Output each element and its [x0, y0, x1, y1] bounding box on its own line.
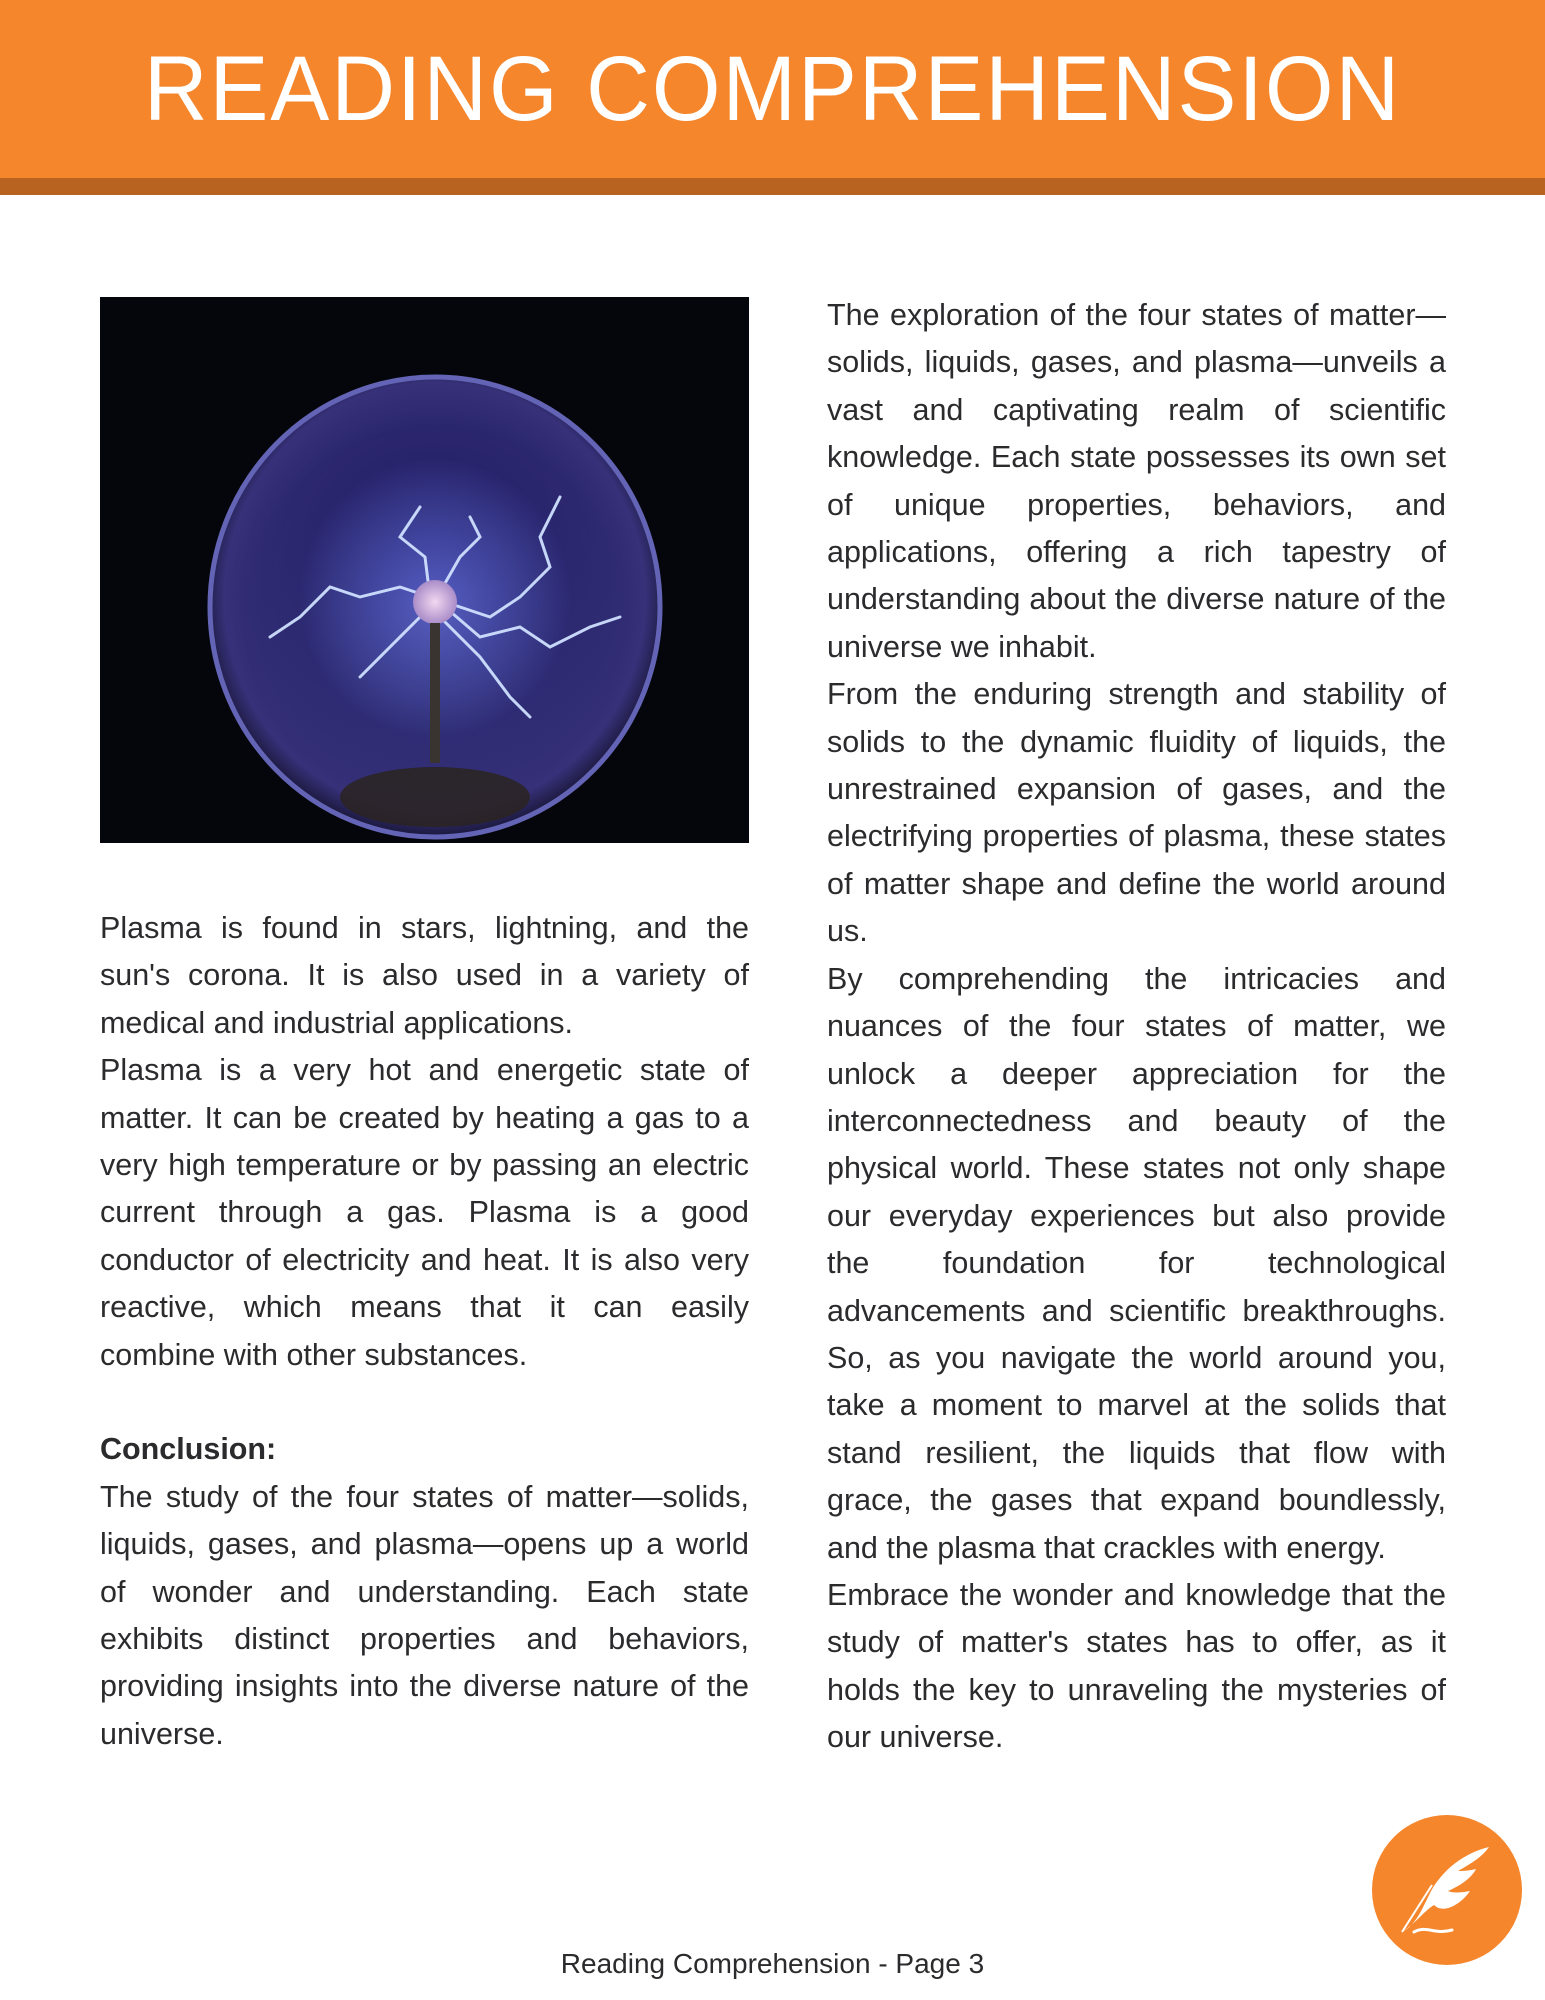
conclusion-heading: Conclusion: [100, 1432, 277, 1467]
paragraph: From the enduring strength and stability of solids to the dynamic fluidity of liquids, the unrestrained expansion of gases, and the electrifying properties of plasma, these states of matter shape and define the world around us. [827, 677, 1446, 949]
plasma-ball-icon [100, 297, 749, 843]
logo-badge [1372, 1815, 1522, 1965]
plasma-ball-image [100, 297, 749, 843]
paragraph: By comprehending the intricacies and nuances of the four states of matter, we unlock a deeper appreciation for the interconnectedness and beauty of the physical world. These states not only shape our everyday experiences but also provide the foundation for technological advancements and scientific breakthroughs. So, as you navigate the world around you, take a moment to marvel at the solids that stand resilient, the liquids that flow with grace, the gases that expand boundlessly, and the plasma that crackles with energy. [827, 961, 1446, 1565]
page-footer: Reading Comprehension - Page 3 [560, 1948, 985, 1979]
page-title: READING COMPREHENSION [143, 37, 1402, 140]
paragraph: Embrace the wonder and knowledge that the study of matter's states has to offer, as it holds the key to unraveling the mysteries of our universe. [827, 1577, 1446, 1755]
paragraph: Plasma is found in stars, lightning, and the sun's corona. It is also used in a variety of medical and industrial applications. [100, 911, 749, 1040]
paragraph: Plasma is a very hot and energetic state of matter. It can be created by heating a gas to a very high temperature or by passing an electric current through a gas. Plasma is a good conductor of electricity and heat. It is also very reactive, which means that it can easily combine with other substances. [100, 1053, 749, 1372]
paragraph: The exploration of the four states of matter—solids, liquids, gases, and plasma—unveils a vast and captivating realm of scientific knowledge. Each state possesses its own set of unique properties, behaviors, and applications, offering a rich tapestry of understanding about the diverse nature of the universe we inhabit. [827, 298, 1446, 664]
spacer [100, 1379, 749, 1426]
conclusion-paragraph: The study of the four states of matter—solids, liquids, gases, and plasma—opens up a world of wonder and understanding. Each state exhibits distinct properties and behaviors, providing insights into the diverse nature of the universe. [100, 1479, 749, 1751]
left-column [100, 905, 749, 1758]
feather-quill-icon [1372, 1815, 1522, 1965]
right-column [827, 292, 1446, 1762]
header-band [0, 178, 1545, 195]
